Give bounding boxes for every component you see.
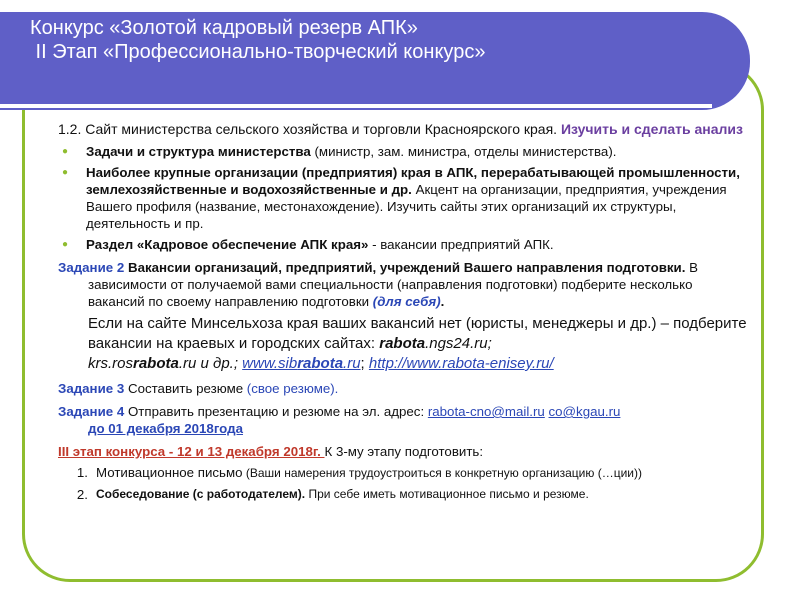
bullet-dot-icon: ●	[62, 167, 69, 178]
task-2	[58, 259, 748, 310]
bullet-dot-icon: ●	[62, 146, 69, 157]
email-link-1[interactable]: rabota-cno@mail.ru	[427, 404, 545, 419]
task-4-deadline: до 01 декабря 2018года	[88, 421, 243, 436]
task-2-text: В зависимости от получаемой вами специальности (направления подготовки) подберите несколько вакансий по своему направлению подготовки	[88, 260, 698, 309]
list-number: 2.	[76, 487, 88, 502]
bullet-item	[58, 236, 748, 253]
title-line-2: II Этап «Профессионально-творческий конкурс»	[30, 41, 486, 63]
link-sibrabota[interactable]: www.sibrabota.ru	[242, 355, 361, 372]
link-rabota-enisey[interactable]: http://www.rabota-enisey.ru/	[368, 355, 554, 372]
bullet-item	[58, 164, 748, 232]
task-4-text: Отправить презентацию и резюме на эл. адрес:	[124, 404, 428, 419]
slide-title	[30, 16, 485, 64]
task-2-bold: Вакансии организаций, предприятий, учреждений Вашего направления подготовки.	[124, 260, 686, 275]
task-2-label: Задание 2	[58, 260, 125, 275]
banner-divider	[0, 104, 712, 108]
bullet-bold: Наиболее крупные организации (предприятия) края в АПК, перерабатывающей промышленности, землехозяйственные и водохозяйственные и др.	[86, 165, 740, 197]
bullet-bold: Раздел «Кадровое обеспечение АПК края»	[86, 237, 369, 252]
task-2-extra-text: Если на сайте Минсельхоза края ваших вакансий нет (юристы, менеджеры и др.) – подберите вакансии на краевых и городских сайтах:	[88, 315, 747, 352]
bullet-item	[58, 143, 748, 160]
bullet-bold: Задачи и структура министерства	[86, 144, 311, 159]
bullet-text: Акцент на организации, предприятия, учреждения Вашего профиля (название, местонахождение). Изучить сайты этих организаций их структуры, деятельность и пр.	[86, 182, 727, 231]
site-1-bold: rabota	[379, 335, 426, 352]
bullet-text: - вакансии предприятий АПК.	[368, 237, 554, 252]
item-highlight: Изучить и сделать анализ	[560, 121, 743, 137]
list-number: 1.	[76, 465, 88, 480]
task-4	[58, 403, 748, 437]
task-3-label: Задание 3	[58, 381, 125, 396]
site-1-rest: .ngs24.ru;	[425, 335, 492, 352]
list-main: Мотивационное письмо	[96, 465, 243, 480]
task-3-paren: (свое резюме).	[246, 381, 339, 396]
stage-3-text: К 3-му этапу подготовить:	[324, 444, 484, 459]
list-main: Собеседование (с работодателем).	[96, 487, 306, 501]
list-item	[58, 464, 748, 482]
slide-content	[58, 119, 748, 503]
bullet-dot-icon: ●	[62, 239, 69, 250]
separator: ;	[360, 355, 369, 372]
task-3-text: Составить резюме	[124, 381, 247, 396]
task-2-paren: (для себя)	[372, 294, 441, 309]
bullet-text: (министр, зам. министра, отделы министерства).	[310, 144, 617, 159]
item-1-2	[58, 119, 748, 139]
stage-3	[58, 443, 748, 460]
email-link-2[interactable]: co@kgau.ru	[548, 404, 621, 419]
item-number: 1.2.	[58, 121, 82, 137]
task-2-dot: .	[440, 294, 445, 309]
list-rest: При себе иметь мотивационное письмо и резюме.	[305, 487, 589, 501]
task-3	[58, 380, 748, 397]
site-2-bold: rabota	[133, 355, 179, 372]
site-2-rest: .ru и др.;	[178, 355, 243, 372]
list-item	[58, 486, 748, 503]
task-2-extra	[58, 314, 748, 374]
item-text: Сайт министерства сельского хозяйства и торговли Красноярского края.	[81, 121, 561, 137]
stage-3-label: III этап конкурса - 12 и 13 декабря 2018г.	[58, 444, 325, 459]
site-2-start: krs.ros	[88, 355, 133, 372]
list-rest: (Ваши намерения трудоустроиться в конкретную организацию (…ции))	[242, 466, 642, 480]
title-line-1: Конкурс «Золотой кадровый резерв АПК»	[30, 17, 418, 39]
task-4-label: Задание 4	[58, 404, 125, 419]
